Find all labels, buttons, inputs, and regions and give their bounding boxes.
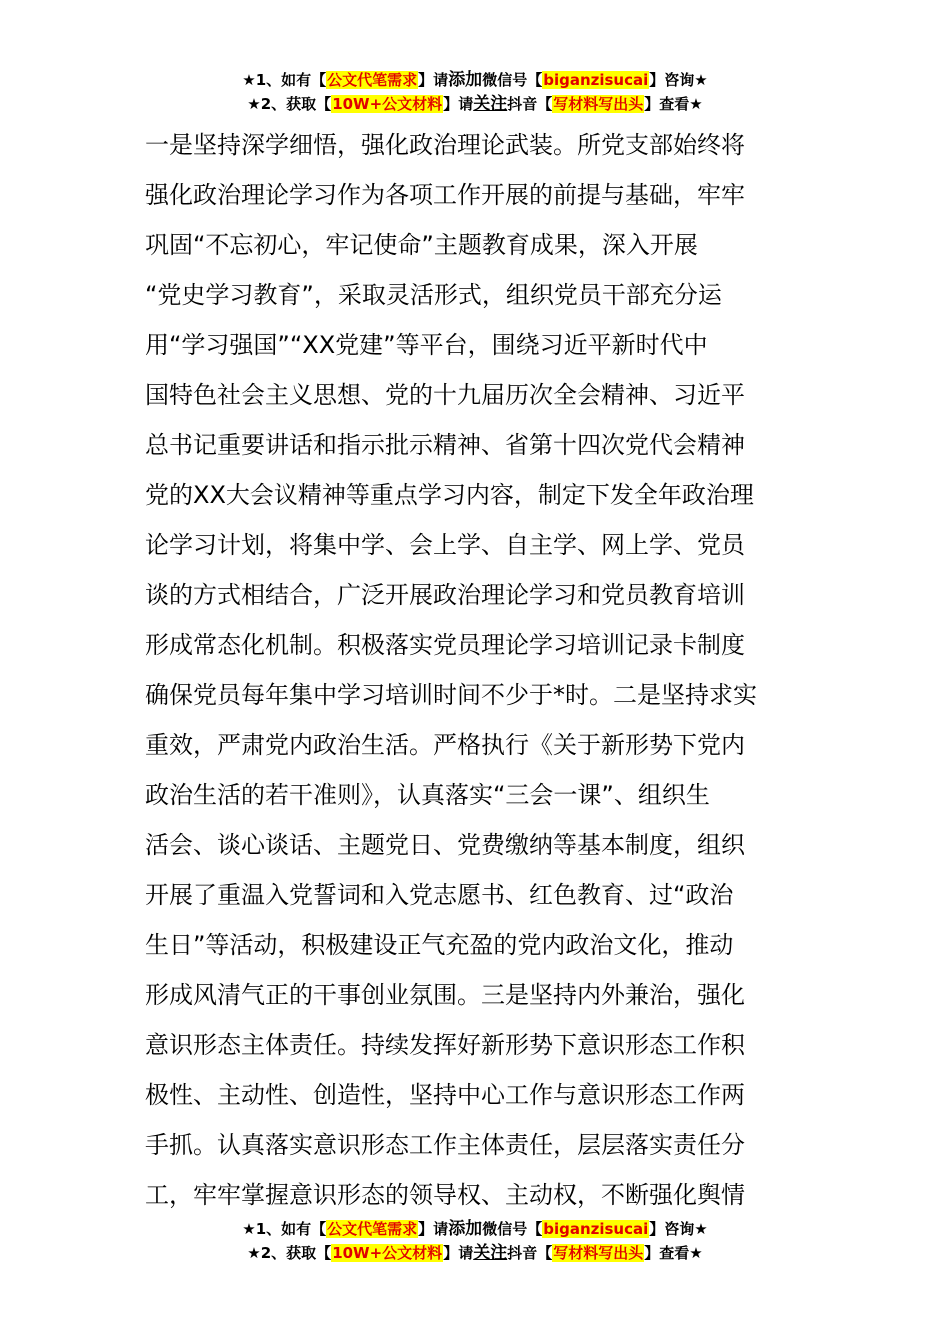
banner-text: ★1、如有【 [242,71,327,89]
banner-emphasis: 关注 [473,1243,508,1263]
banner-text: 抖音【 [507,1244,553,1262]
banner-text: 】请 [443,95,474,113]
banner-emphasis: 关注 [473,94,508,114]
body-line: 论学习计划，将集中学、会上学、自主学、网上学、党员 [145,531,745,559]
body-line: 国特色社会主义思想、党的十九届历次全会精神、习近平 [145,381,745,409]
banner-emphasis: 添加 [448,70,483,90]
banner-emphasis: 添加 [448,1219,483,1239]
banner-text: 抖音【 [507,95,553,113]
body-line: 一是坚持深学细悟，强化政治理论武装。所党支部始终将 [145,131,745,159]
body-line: 政治生活的若干准则》，认真落实“三会一课”、组织生 [145,781,710,809]
body-line: 手抓。认真落实意识形态工作主体责任，层层落实责任分 [145,1131,745,1159]
banner-highlight-douyin: 写材料写出头 [553,1244,644,1262]
banner-text: 】请 [443,1244,474,1262]
banner-text: 】咨询★ [649,1220,708,1238]
banner-highlight-douyin: 写材料写出头 [553,95,644,113]
banner-line-2 [0,1241,950,1265]
banner-text: 】请 [418,1220,449,1238]
banner-text: 】请 [418,71,449,89]
body-line: 意识形态主体责任。持续发挥好新形势下意识形态工作积 [145,1031,745,1059]
banner-text: 微信号【 [482,71,543,89]
banner-highlight-service: 公文代笔需求 [327,1220,418,1238]
body-line: 极性、主动性、创造性，坚持中心工作与意识形态工作两 [145,1081,745,1109]
banner-text: 】查看★ [644,95,703,113]
body-line: “党史学习教育”，采取灵活形式，组织党员干部充分运 [145,281,722,309]
banner-highlight-wechat-id: biganzisucai [543,1220,649,1238]
banner-line-1 [0,1217,950,1241]
banner-line-1 [0,68,950,92]
body-line: 确保党员每年集中学习培训时间不少于*时。二是坚持求实 [145,681,757,709]
banner-line-2 [0,92,950,116]
banner-highlight-materials: 10W+公文材料 [332,95,443,113]
banner-text: 微信号【 [482,1220,543,1238]
body-line: 总书记重要讲话和指示批示精神、省第十四次党代会精神 [145,431,745,459]
body-line: 用“学习强国”“XX党建”等平台，围绕习近平新时代中 [145,331,708,359]
body-line: 谈的方式相结合，广泛开展政治理论学习和党员教育培训 [145,581,745,609]
body-line: 形成风清气正的干事创业氛围。三是坚持内外兼治，强化 [145,981,745,1009]
body-line: 活会、谈心谈话、主题党日、党费缴纳等基本制度，组织 [145,831,745,859]
banner-highlight-service: 公文代笔需求 [327,71,418,89]
banner-text: ★2、获取【 [247,1244,332,1262]
document-body [145,120,810,1220]
banner-text: 】查看★ [644,1244,703,1262]
body-line: 形成常态化机制。积极落实党员理论学习培训记录卡制度 [145,631,745,659]
banner-text: ★1、如有【 [242,1220,327,1238]
banner-highlight-materials: 10W+公文材料 [332,1244,443,1262]
banner-text: 】咨询★ [649,71,708,89]
body-line: 强化政治理论学习作为各项工作开展的前提与基础，牢牢 [145,181,745,209]
body-line: 党的XX大会议精神等重点学习内容，制定下发全年政治理 [145,481,754,509]
body-line: 重效，严肃党内政治生活。严格执行《关于新形势下党内 [145,731,745,759]
footer-banner [0,1217,950,1265]
banner-text: ★2、获取【 [247,95,332,113]
body-line: 巩固“不忘初心，牢记使命”主题教育成果，深入开展 [145,231,698,259]
body-line: 开展了重温入党誓词和入党志愿书、红色教育、过“政治 [145,881,734,909]
body-line: 工，牢牢掌握意识形态的领导权、主动权，不断强化舆情 [145,1181,745,1209]
body-line: 生日”等活动，积极建设正气充盈的党内政治文化，推动 [145,931,734,959]
header-banner [0,68,950,116]
banner-highlight-wechat-id: biganzisucai [543,71,649,89]
